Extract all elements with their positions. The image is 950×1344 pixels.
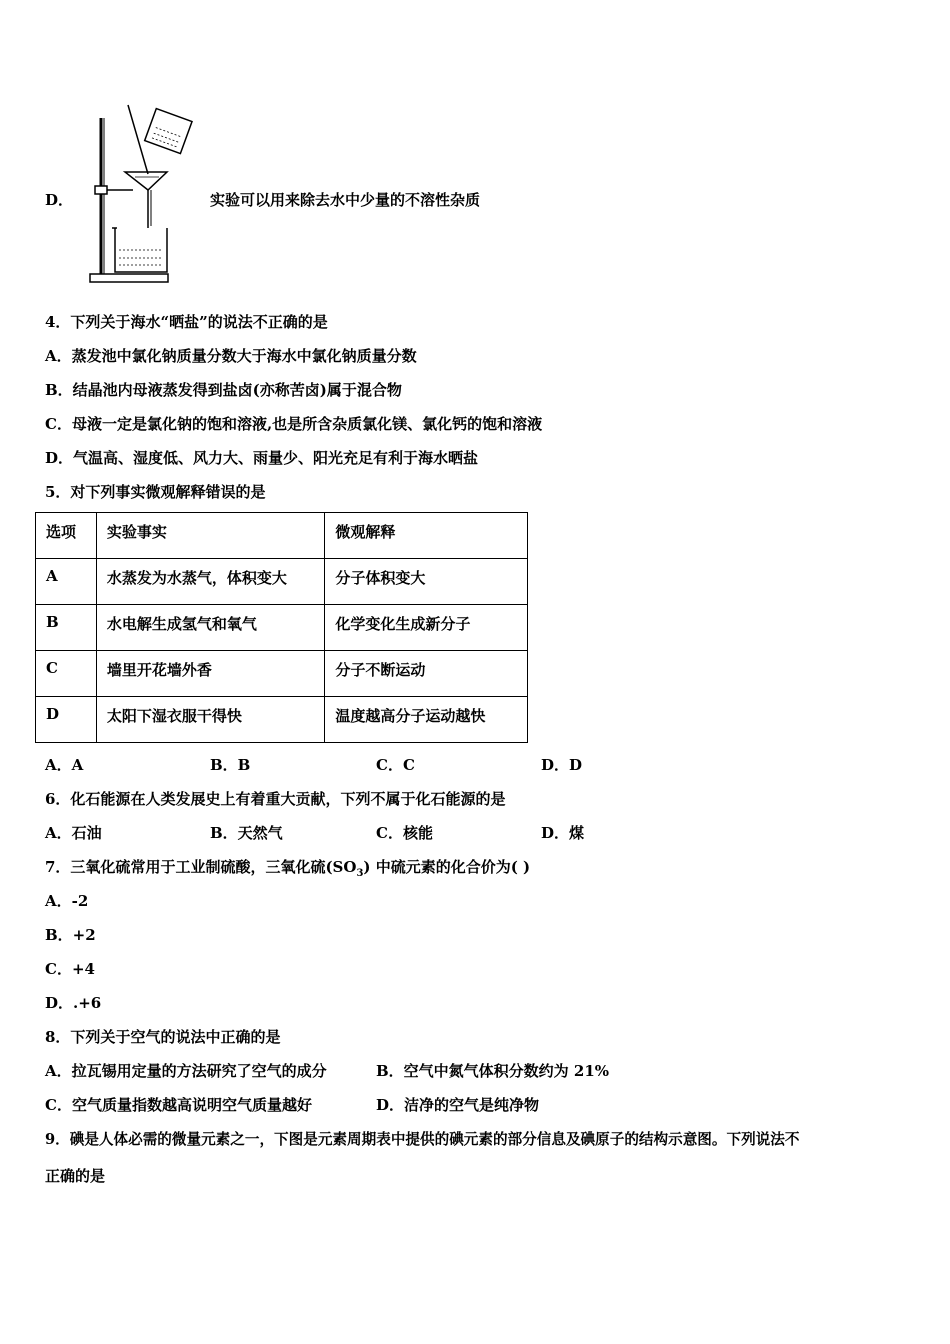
- q5-stem: 5．对下列事实微观解释错误的是: [45, 483, 266, 501]
- table-cell: B: [36, 605, 97, 651]
- filtration-apparatus-illustration: [85, 100, 195, 290]
- q8-option-a: A．拉瓦锡用定量的方法研究了空气的成分: [45, 1062, 327, 1080]
- q6-option-b: B．天然气: [210, 824, 283, 842]
- table-cell: D: [36, 697, 97, 743]
- q8-stem: 8．下列关于空气的说法中正确的是: [45, 1028, 281, 1046]
- q6-option-d: D．煤: [541, 824, 585, 842]
- q7-stem: [45, 856, 530, 879]
- table-header-cell: 实验事实: [96, 513, 325, 559]
- q7-stem-after: ) 中硫元素的化合价为( ): [363, 858, 531, 876]
- q3-option-d-text: 实验可以用来除去水中少量的不溶性杂质: [210, 191, 481, 209]
- q5-option-c: C．C: [376, 756, 415, 774]
- q5-option-a: A．A: [45, 756, 84, 774]
- q6-stem: 6．化石能源在人类发展史上有着重大贡献，下列不属于化石能源的是: [45, 790, 506, 808]
- q3-option-d-label: D．: [45, 191, 74, 209]
- table-cell: 分子不断运动: [325, 651, 528, 697]
- q5-option-d: D．D: [541, 756, 583, 774]
- table-header-cell: 微观解释: [325, 513, 528, 559]
- q8-option-d: D．洁净的空气是纯净物: [376, 1096, 540, 1114]
- q7-option-d: D．.+6: [45, 994, 102, 1012]
- q7-stem-before: 7．三氧化硫常用于工业制硫酸，三氧化硫(SO: [45, 858, 357, 876]
- q9-stem-line1: 9．碘是人体必需的微量元素之一，下图是元素周期表中提供的碘元素的部分信息及碘原子的结构示意图。下列说法不: [45, 1131, 800, 1148]
- table-cell: 水蒸发为水蒸气，体积变大: [96, 559, 325, 605]
- table-cell: 分子体积变大: [325, 559, 528, 605]
- q6-option-c: C．核能: [376, 824, 433, 842]
- q4-option-c: C．母液一定是氯化钠的饱和溶液,也是所含杂质氯化镁、氯化钙的饱和溶液: [45, 415, 543, 433]
- table-row: [36, 697, 528, 743]
- q6-option-a: A．石油: [45, 824, 102, 842]
- q4-stem: 4．下列关于海水“晒盐”的说法不正确的是: [45, 313, 328, 331]
- table-header-cell: 选项: [36, 513, 97, 559]
- table-cell: 水电解生成氢气和氧气: [96, 605, 325, 651]
- table-cell: 墙里开花墙外香: [96, 651, 325, 697]
- q8-option-b: B．空气中氮气体积分数约为 21%: [376, 1062, 610, 1080]
- q7-option-c: C．+4: [45, 960, 95, 978]
- table-cell: 化学变化生成新分子: [325, 605, 528, 651]
- table-row: [36, 605, 528, 651]
- q8-option-c: C．空气质量指数越高说明空气质量越好: [45, 1096, 312, 1114]
- q4-option-d: D．气温高、湿度低、风力大、雨量少、阳光充足有利于海水晒盐: [45, 449, 479, 467]
- table-cell: C: [36, 651, 97, 697]
- q7-stem-subscript: 3: [356, 868, 364, 879]
- table-cell: 太阳下湿衣服干得快: [96, 697, 325, 743]
- table-header-row: [36, 513, 528, 559]
- table-cell: 温度越高分子运动越快: [325, 697, 528, 743]
- table-row: [36, 559, 528, 605]
- q9-stem-line2: 正确的是: [45, 1167, 106, 1185]
- q7-option-b: B．+2: [45, 926, 96, 944]
- table-row: [36, 651, 528, 697]
- q7-option-a: A．-2: [45, 892, 89, 910]
- table-cell: A: [36, 559, 97, 605]
- q4-option-a: A．蒸发池中氯化钠质量分数大于海水中氯化钠质量分数: [45, 347, 417, 365]
- q5-facts-table: [35, 512, 528, 743]
- q5-option-b: B．B: [210, 756, 251, 774]
- q4-option-b: B．结晶池内母液蒸发得到盐卤(亦称苦卤)属于混合物: [45, 381, 402, 399]
